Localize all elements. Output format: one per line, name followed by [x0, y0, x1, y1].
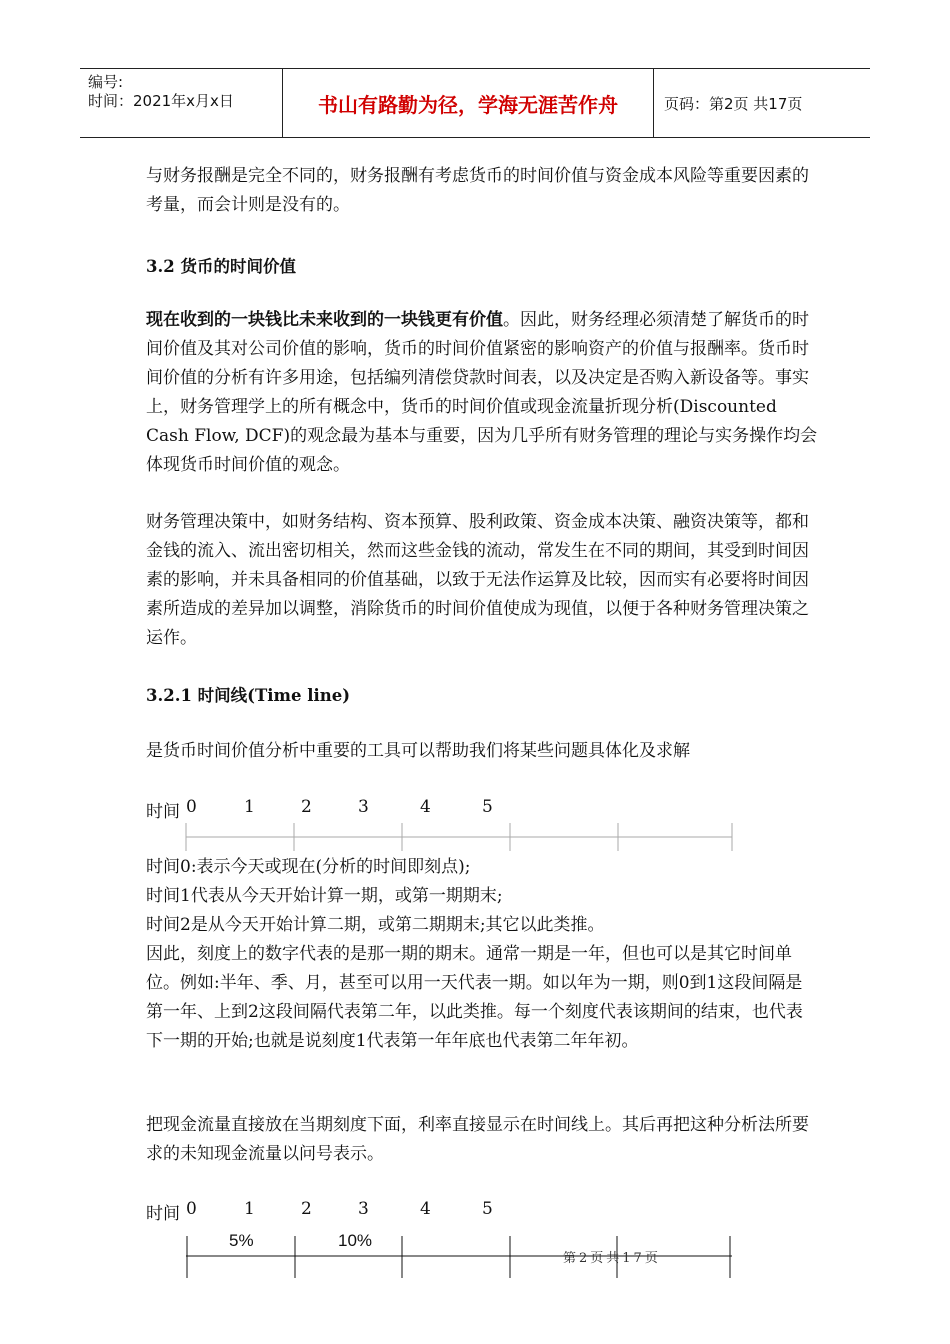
- header-page-info: 页码：第2页 共17页: [664, 94, 803, 113]
- timeline-2-rate-5pct: 5%: [229, 1231, 254, 1250]
- paragraph-decisions: 财务管理决策中，如财务结构、资本预算、股利政策、资金成本决策、融资决策等，都和金钱的流入、流出密切相关，然而这些金钱的流动，常发生在不同的期间，其受到时间因素的影响，并未具备相同的价值基础，以致于无法作运算及比较，因而实有必要将时间因素所造成的差异加以调整，消除货币的时间价值使成为现值，以便于各种财务管理决策之运作。: [146, 512, 809, 648]
- timeline-2-tick-0: 0: [186, 1199, 197, 1219]
- timeline-2-label: 时间: [146, 1204, 180, 1224]
- timeline-1-tick-4: 4: [420, 797, 431, 817]
- explanation-periods: 因此，刻度上的数字代表的是那一期的期末。通常一期是一年，但也可以是其它时间单位。例如:半年、季、月，甚至可以用一天代表一期。如以年为一期，则0到1这段间隔是第一年、上到2这段间隔代表第二年，以此类推。每一个刻度代表该期间的结束，也代表下一期的开始;也就是说刻度1代表第一年年底也代表第二年年初。: [146, 944, 803, 1051]
- timeline-1-label: 时间: [146, 802, 180, 822]
- timeline-1-tick-5: 5: [482, 797, 493, 817]
- header-date: 时间：2021年x月x日: [88, 92, 234, 110]
- explanation-line-1: 时间1代表从今天开始计算一期，或第一期期末;: [146, 886, 503, 906]
- page-footer: 第2页共17页: [563, 1251, 661, 1266]
- explanation-line-2: 时间2是从今天开始计算二期，或第二期期末;其它以此类推。: [146, 915, 605, 935]
- paragraph-intro: 与财务报酬是完全不同的，财务报酬有考虑货币的时间价值与资金成本风险等重要因素的考量，而会计则是没有的。: [146, 166, 809, 215]
- header-motto: 书山有路勤为径，学海无涯苦作舟: [282, 69, 654, 137]
- timeline-2-rate-10pct: 10%: [338, 1231, 373, 1250]
- explanation-line-0: 时间0:表示今天或现在(分析的时间即刻点);: [146, 857, 471, 877]
- timeline-2-tick-3: 3: [358, 1199, 369, 1219]
- section-heading-3-2: 3.2 货币的时间价值: [146, 257, 296, 276]
- timeline-2-tick-1: 1: [244, 1199, 255, 1219]
- paragraph-cashflow: 把现金流量直接放在当期刻度下面，利率直接显示在时间线上。其后再把这种分析法所要求的未知现金流量以问号表示。: [146, 1115, 809, 1164]
- header-number: 编号:: [88, 73, 124, 91]
- section-heading-3-2-1: 3.2.1 时间线(Time line): [146, 686, 351, 705]
- timeline-1-axis: [186, 823, 732, 851]
- timeline-2-tick-4: 4: [420, 1199, 431, 1219]
- timeline-explanation: [146, 853, 818, 1056]
- timeline-1-tick-2: 2: [301, 797, 312, 817]
- timeline-1-tick-0: 0: [186, 797, 197, 817]
- timeline-1-tick-1: 1: [244, 797, 255, 817]
- timeline-1-tick-3: 3: [358, 797, 369, 817]
- timeline-2-tick-2: 2: [301, 1199, 312, 1219]
- paragraph-time-value-body: 。因此，财务经理必须清楚了解货币的时间价值及其对公司价值的影响，货币的时间价值紧密的影响资产的价值与报酬率。货币时间价值的分析有许多用途，包括编列清偿贷款时间表，以及决定是否购入新设备等。事实上，财务管理学上的所有概念中，货币的时间价值或现金流量折现分析(Discounted Cash Flow, DCF)的观念最为基本与重要，因为几乎所有财务管理的理论与实务操作均会体现货币时间价值的观念。: [146, 310, 818, 475]
- paragraph-timeline-intro: 是货币时间价值分析中重要的工具可以帮助我们将某些问题具体化及求解: [146, 741, 690, 761]
- key-statement: 现在收到的一块钱比未来收到的一块钱更有价值: [146, 310, 503, 330]
- timeline-2-tick-5: 5: [482, 1199, 493, 1219]
